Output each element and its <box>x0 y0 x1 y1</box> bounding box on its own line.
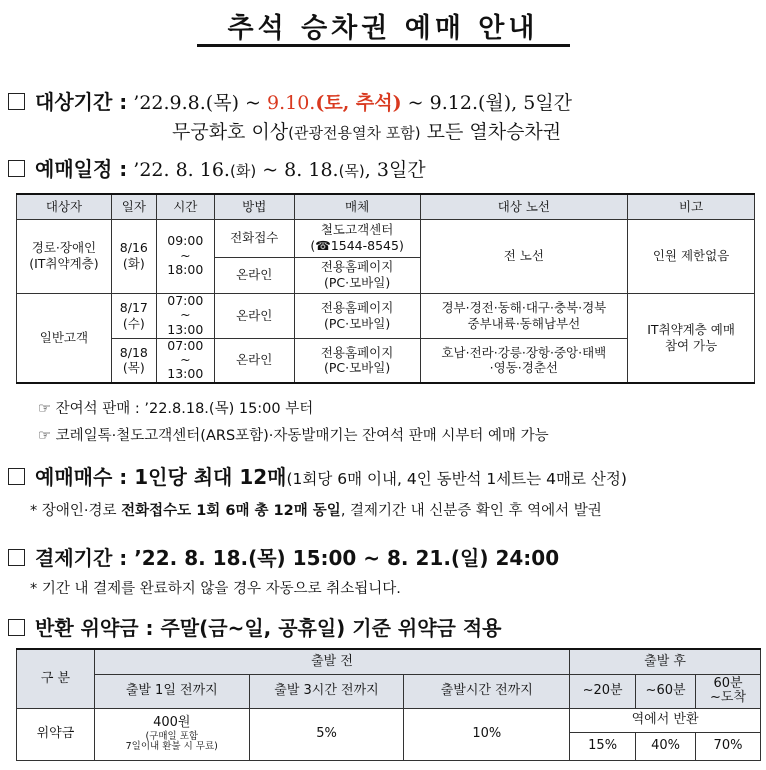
remaining-seat-note: ☞ 잔여석 판매 : ’22.8.18.(목) 15:00 부터 <box>38 401 314 417</box>
section-period <box>8 86 572 115</box>
quantity-note-c: , 결제기간 내 신분증 확인 후 역에서 발권 <box>340 503 602 519</box>
media-cell: 전용홈페이지 (PC·모바일) <box>294 257 420 293</box>
target-group-general: 일반고객 <box>17 293 112 383</box>
quantity-note <box>30 499 602 520</box>
table-header: 출발 1일 전까지 <box>94 674 249 708</box>
penalty-cell <box>94 708 249 760</box>
penalty-cell: 10% <box>404 708 570 760</box>
date-cell: 8/18 (목) <box>111 338 156 383</box>
time-cell: 09:00 ~ 18:00 <box>156 219 214 293</box>
penalty-cell: 5% <box>249 708 404 760</box>
section-payment <box>8 542 559 571</box>
quantity-note-b: 전화접수도 1회 6매 총 12매 동일 <box>121 503 341 519</box>
period-train-class: 무궁화호 이상 <box>172 121 289 143</box>
quantity-rule: (1회당 6매 이내, 4인 동반석 1세트는 4매로 산정) <box>286 470 627 488</box>
checkbox-icon <box>8 549 25 566</box>
section-quantity-heading: 예매매수 : 1인당 최대 12매 <box>35 465 287 489</box>
row-label: 위약금 <box>17 708 95 760</box>
section-refund-heading: 반환 위약금 : 주말(금~일, 공휴일) 기준 위약금 적용 <box>35 616 502 640</box>
section-quantity <box>8 461 627 490</box>
checkbox-icon <box>8 468 25 485</box>
section-period-heading: 대상기간 : <box>35 90 128 114</box>
table-header: ~20분 <box>570 674 636 708</box>
time-cell: 07:00 ~ 13:00 <box>156 338 214 383</box>
route-cell: 호남·전라·강릉·장항·중앙·태백 ·영동·경춘선 <box>420 338 628 383</box>
table-header: 대상 노선 <box>420 194 628 219</box>
table-header: 대상자 <box>17 194 112 219</box>
penalty-cell: 70% <box>696 732 761 760</box>
date-cell: 8/17 (수) <box>111 293 156 338</box>
target-group-senior: 경로·장애인 (IT취약계층) <box>17 219 112 293</box>
table-header: 일자 <box>111 194 156 219</box>
station-refund-cell: 역에서 반환 <box>570 708 761 732</box>
period-chuseok-label: (토, 추석) <box>315 92 402 114</box>
table-header: ~60분 <box>636 674 696 708</box>
penalty-cell: 40% <box>636 732 696 760</box>
checkbox-icon <box>8 619 25 636</box>
table-header: 매체 <box>294 194 420 219</box>
table-header: 출발 전 <box>94 649 569 674</box>
section-schedule-heading: 예매일정 : <box>35 157 128 181</box>
schedule-start: ’22. 8. 16. <box>133 159 230 181</box>
page-title: 추석 승차권 예매 안내 <box>227 13 539 44</box>
quantity-note-a: * 장애인·경로 <box>30 503 122 519</box>
period-train-rest: 모든 열차승차권 <box>420 121 562 143</box>
table-header: 출발 3시간 전까지 <box>249 674 404 708</box>
remaining-seat-channel-note: ☞ 코레일톡·철도고객센터(ARS포함)·자동발매기는 잔여석 판매 시부터 예매 가능 <box>38 428 549 444</box>
route-cell: 전 노선 <box>420 219 628 293</box>
schedule-start-day: (화) <box>229 162 257 180</box>
method-cell: 온라인 <box>214 338 294 383</box>
schedule-end: ~ 8. 18. <box>256 159 339 181</box>
section-period-detail <box>172 117 561 144</box>
method-cell: 온라인 <box>214 257 294 293</box>
media-cell: 전용홈페이지 (PC·모바일) <box>294 293 420 338</box>
section-schedule <box>8 153 426 182</box>
table-header: 출발 후 <box>570 649 761 674</box>
penalty-value: 400원 <box>153 715 191 731</box>
section-refund <box>8 612 501 641</box>
table-header: 비고 <box>628 194 755 219</box>
payment-note: * 기간 내 결제를 완료하지 않을 경우 자동으로 취소됩니다. <box>30 581 401 597</box>
method-cell: 온라인 <box>214 293 294 338</box>
title-underline <box>197 44 570 47</box>
table-header: 구 분 <box>17 649 95 708</box>
remark-cell: IT취약계층 예매 참여 가능 <box>628 293 755 383</box>
penalty-cell: 15% <box>570 732 636 760</box>
period-train-note: (관광전용열차 포함) <box>288 124 421 142</box>
refund-penalty-table <box>16 648 761 761</box>
media-cell: 철도고객센터 (☎1544-8545) <box>294 219 420 257</box>
checkbox-icon <box>8 160 25 177</box>
period-chuseok-date: 9.10. <box>267 92 316 114</box>
time-cell: 07:00 ~ 13:00 <box>156 293 214 338</box>
remark-cell: 인원 제한없음 <box>628 219 755 293</box>
schedule-duration: , 3일간 <box>364 159 426 181</box>
method-cell: 전화접수 <box>214 219 294 257</box>
period-start: ’22.9.8.(목) ~ <box>133 92 267 114</box>
section-payment-heading: 결제기간 : ’22. 8. 18.(목) 15:00 ~ 8. 21.(일) 24:00 <box>35 546 560 570</box>
checkbox-icon <box>8 93 25 110</box>
table-header: 방법 <box>214 194 294 219</box>
route-cell: 경부·경전·동해·대구·충북·경북 중부내륙·동해남부선 <box>420 293 628 338</box>
media-cell: 전용홈페이지 (PC·모바일) <box>294 338 420 383</box>
table-header: 60분 ~도착 <box>696 674 761 708</box>
date-cell: 8/16 (화) <box>111 219 156 293</box>
table-header: 시간 <box>156 194 214 219</box>
reservation-schedule-table <box>16 193 755 384</box>
period-end: ~ 9.12.(월), 5일간 <box>401 92 573 114</box>
table-header: 출발시간 전까지 <box>404 674 570 708</box>
schedule-end-day: (목) <box>338 162 365 180</box>
penalty-note: (구매일 포함 7일이내 환불 시 무료) <box>125 730 218 753</box>
